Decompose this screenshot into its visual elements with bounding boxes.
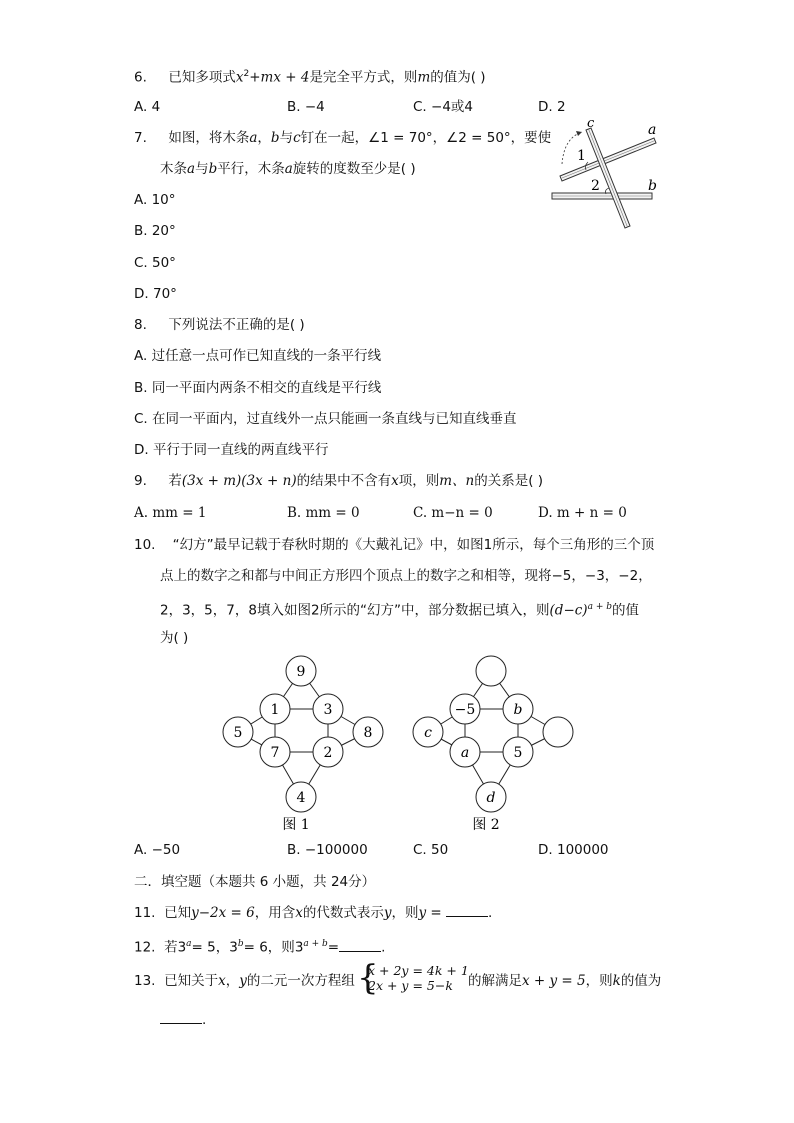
fig1-bottom-number: 4 [296, 790, 306, 806]
q13-stem-post: 的解满足x + y = 5，则k的值为 [468, 973, 662, 989]
q9-option-a[interactable]: A. mm = 1 [134, 505, 207, 521]
q6-stem: 6. 已知多项式$x^2+mx + 4$是完全平方式，则m的值为( ) [134, 69, 486, 86]
q9-option-d[interactable]: D. m + n = 0 [538, 505, 627, 521]
q10-option-c[interactable]: C. 50 [413, 842, 449, 858]
q12-num: 12. [134, 939, 156, 956]
q7-stem-line2: 木条a与b平行，木条a旋转的度数至少是( ) [160, 161, 416, 177]
q8-num: 8. [134, 317, 147, 333]
fig1-top-right-number: 3 [323, 702, 333, 718]
fig1-bottom-left-number: 7 [270, 745, 280, 761]
q6-option-a[interactable]: A. 4 [134, 99, 161, 115]
q13-num: 13. [134, 973, 156, 989]
label-2: 2 [591, 178, 600, 194]
fig2-bottom-number: d [486, 790, 496, 806]
fig1-left-number: 5 [233, 725, 243, 741]
q8-option-a[interactable]: A. 过任意一点可作已知直线的一条平行线 [134, 348, 382, 364]
strip-b [552, 193, 652, 199]
q10-option-b[interactable]: B. −100000 [287, 842, 368, 858]
q13-equation-2: 2x + y = 5−k [368, 978, 453, 993]
fig2-caption: 图 2 [472, 817, 500, 833]
fig2-top-right-number: b [513, 702, 523, 718]
q6-option-b[interactable]: B. −4 [287, 99, 325, 115]
q7-option-c[interactable]: C. 50° [134, 255, 176, 271]
q11-stem: 11. 已知y−2x = 6，用含x的代数式表示y，则y = . [134, 905, 493, 921]
label-a: a [648, 122, 657, 138]
q9-stem: 9. 若(3x + m)(3x + n)的结果中不含有x项，则m、n的关系是( ) [134, 473, 544, 489]
q13-system-brace: { [357, 958, 379, 998]
magic-square-figure-2 [408, 655, 578, 835]
q7-option-d[interactable]: D. 70° [134, 286, 177, 302]
q12-answer-blank[interactable] [339, 938, 381, 952]
q10-num: 10. [134, 537, 156, 553]
q7-figure [548, 118, 668, 233]
label-c: c [587, 118, 595, 131]
q7-stem-line1: 7. 如图，将木条a，b与c钉在一起，∠1 = 70°，∠2 = 50°，要使 [134, 130, 552, 146]
q13-equation-1: x + 2y = 4k + 1 [368, 963, 469, 978]
q13-stem-pre: 13. 已知关于x，y的二元一次方程组 [134, 973, 355, 989]
q7-option-a[interactable]: A. 10° [134, 192, 176, 208]
label-b: b [648, 178, 657, 194]
q9-option-b[interactable]: B. mm = 0 [287, 505, 360, 521]
q8-option-b[interactable]: B. 同一平面内两条不相交的直线是平行线 [134, 380, 382, 396]
fig2-bottom-right-number: 5 [513, 745, 523, 761]
fig1-top-number: 9 [296, 664, 306, 680]
q10-stem-line4: 为( ) [160, 630, 189, 646]
q10-stem-line1: 10. “幻方”最早记载于春秋时期的《大戴礼记》中，如图1所示，每个三角形的三个顶 [134, 537, 655, 553]
q12-stem: 12. 若$3^a= 5$，$3^b= 6$，则$3^{a + b}=$ . [134, 939, 386, 956]
q9-num: 9. [134, 473, 147, 489]
q11-num: 11. [134, 905, 156, 921]
q8-option-c[interactable]: C. 在同一平面内，过直线外一点只能画一条直线与已知直线垂直 [134, 411, 517, 427]
q10-stem-line2: 点上的数字之和都与中间正方形四个顶点上的数字之和相等，现将−5，−3，−2， [160, 568, 652, 584]
magic-square-figure-1 [218, 655, 388, 835]
q10-option-d[interactable]: D. 100000 [538, 842, 609, 858]
fig1-top-left-number: 1 [270, 702, 280, 718]
q8-stem: 8. 下列说法不正确的是( ) [134, 317, 305, 333]
q11-answer-blank[interactable] [446, 903, 488, 917]
q8-option-d[interactable]: D. 平行于同一直线的两直线平行 [134, 442, 329, 458]
fig1-caption: 图 1 [282, 817, 310, 833]
section-2-heading: 二．填空题（本题共 6 小题，共 24分） [134, 874, 376, 890]
q9-option-c[interactable]: C. m−n = 0 [413, 505, 493, 521]
q6-option-d[interactable]: D. 2 [538, 99, 566, 115]
q10-option-a[interactable]: A. −50 [134, 842, 181, 858]
q13-answer-blank[interactable] [160, 1010, 202, 1024]
fig1-bottom-right-number: 2 [323, 745, 333, 761]
q7-num: 7. [134, 130, 147, 146]
q6-num: 6. [134, 69, 147, 86]
rotation-arrowhead [576, 131, 582, 136]
label-1: 1 [577, 148, 586, 164]
q13-answer-line: . [160, 1010, 206, 1030]
fig2-left-number: c [424, 725, 432, 741]
fig2-bottom-left-number: a [460, 745, 470, 761]
q10-stem-line3: 2，3，5，7，8填入如图2所示的“幻方”中，部分数据已填入，则$(d-c)^{a + b}$的值 [160, 602, 639, 619]
fig1-right-number: 8 [363, 725, 373, 741]
fig2-top-left-number: −5 [454, 702, 476, 718]
q6-option-c[interactable]: C. −4或4 [413, 99, 473, 115]
q7-option-b[interactable]: B. 20° [134, 223, 176, 239]
